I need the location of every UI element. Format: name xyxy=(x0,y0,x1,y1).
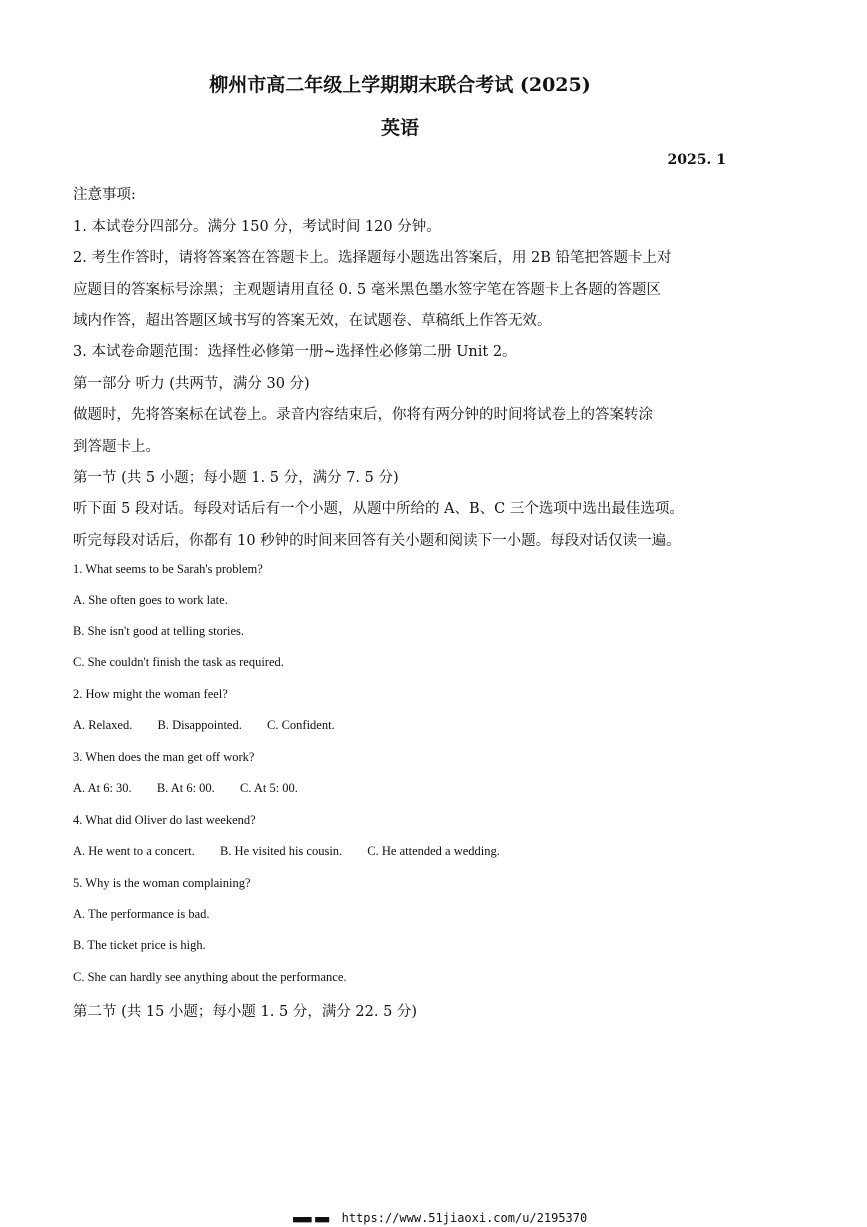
question-5-option-c: C. She can hardly see anything about the performance. xyxy=(73,970,347,984)
question-4-option-b: B. He visited his cousin. xyxy=(219,844,343,858)
question-4-options xyxy=(73,844,522,859)
question-3-option-a: A. At 6: 30. xyxy=(73,781,132,795)
notice-heading: 注意事项: xyxy=(73,187,136,203)
question-3-option-c: C. At 5: 00. xyxy=(239,781,298,795)
footer-mark: ■■■■ ■■■ xyxy=(293,1215,329,1225)
question-5-stem: 5. Why is the woman complaining? xyxy=(73,876,251,890)
exam-subject: 英语 xyxy=(380,117,419,139)
question-2-option-c: C. Confident. xyxy=(266,718,335,732)
question-3-options xyxy=(73,781,320,796)
section-one-instruction-line-2: 听完每段对话后，你都有 10 秒钟的时间来回答有关小题和阅读下一小题。每段对话仅读一遍。 xyxy=(73,533,681,549)
notice-item-1: 1. 本试卷分四部分。满分 150 分，考试时间 120 分钟。 xyxy=(73,219,441,235)
question-5-option-b: B. The ticket price is high. xyxy=(73,938,206,952)
question-3-option-b: B. At 6: 00. xyxy=(156,781,215,795)
notice-item-2-line-1: 2. 考生作答时，请将答案答在答题卡上。选择题每小题选出答案后，用 2B 铅笔把答题卡上对 xyxy=(73,250,672,266)
section-one-heading: 第一节 (共 5 小题；每小题 1. 5 分，满分 7. 5 分) xyxy=(73,470,399,486)
question-1-stem: 1. What seems to be Sarah's problem? xyxy=(73,562,263,576)
part-one-instruction-line-1: 做题时，先将答案标在试卷上。录音内容结束后，你将有两分钟的时间将试卷上的答案转涂 xyxy=(73,407,653,423)
part-one-heading: 第一部分 听力 (共两节，满分 30 分) xyxy=(73,376,310,392)
footer-url[interactable]: https://www.51jiaoxi.com/u/2195370 xyxy=(341,1211,588,1225)
question-1-option-c: C. She couldn't finish the task as required. xyxy=(73,655,284,669)
exam-date: 2025. 1 xyxy=(667,152,726,168)
question-2-options xyxy=(73,718,357,733)
question-2-option-a: A. Relaxed. xyxy=(73,718,133,732)
question-5-option-a: A. The performance is bad. xyxy=(73,907,210,921)
question-2-stem: 2. How might the woman feel? xyxy=(73,687,228,701)
question-4-option-a: A. He went to a concert. xyxy=(73,844,195,858)
notice-item-3: 3. 本试卷命题范围：选择性必修第一册~选择性必修第二册 Unit 2。 xyxy=(73,344,517,360)
question-3-stem: 3. When does the man get off work? xyxy=(73,750,255,764)
question-4-option-c: C. He attended a wedding. xyxy=(367,844,500,858)
part-one-instruction-line-2: 到答题卡上。 xyxy=(73,439,160,455)
section-two-heading: 第二节 (共 15 小题；每小题 1. 5 分，满分 22. 5 分) xyxy=(73,1004,418,1020)
question-4-stem: 4. What did Oliver do last weekend? xyxy=(73,813,256,827)
exam-title: 柳州市高二年级上学期期末联合考试 (2025) xyxy=(209,74,591,96)
section-one-instruction-line-1: 听下面 5 段对话。每段对话后有一个小题，从题中所给的 A、B、C 三个选项中选出最佳选项。 xyxy=(73,501,684,517)
notice-item-2-line-3: 域内作答，超出答题区域书写的答案无效，在试题卷、草稿纸上作答无效。 xyxy=(73,313,552,329)
question-2-option-b: B. Disappointed. xyxy=(157,718,242,732)
notice-item-2-line-2: 应题目的答案标号涂黑；主观题请用直径 0. 5 毫米黑色墨水签字笔在答题卡上各题的答题区 xyxy=(73,282,661,298)
footer-watermark xyxy=(293,1211,587,1225)
question-1-option-a: A. She often goes to work late. xyxy=(73,593,228,607)
question-1-option-b: B. She isn't good at telling stories. xyxy=(73,624,244,638)
